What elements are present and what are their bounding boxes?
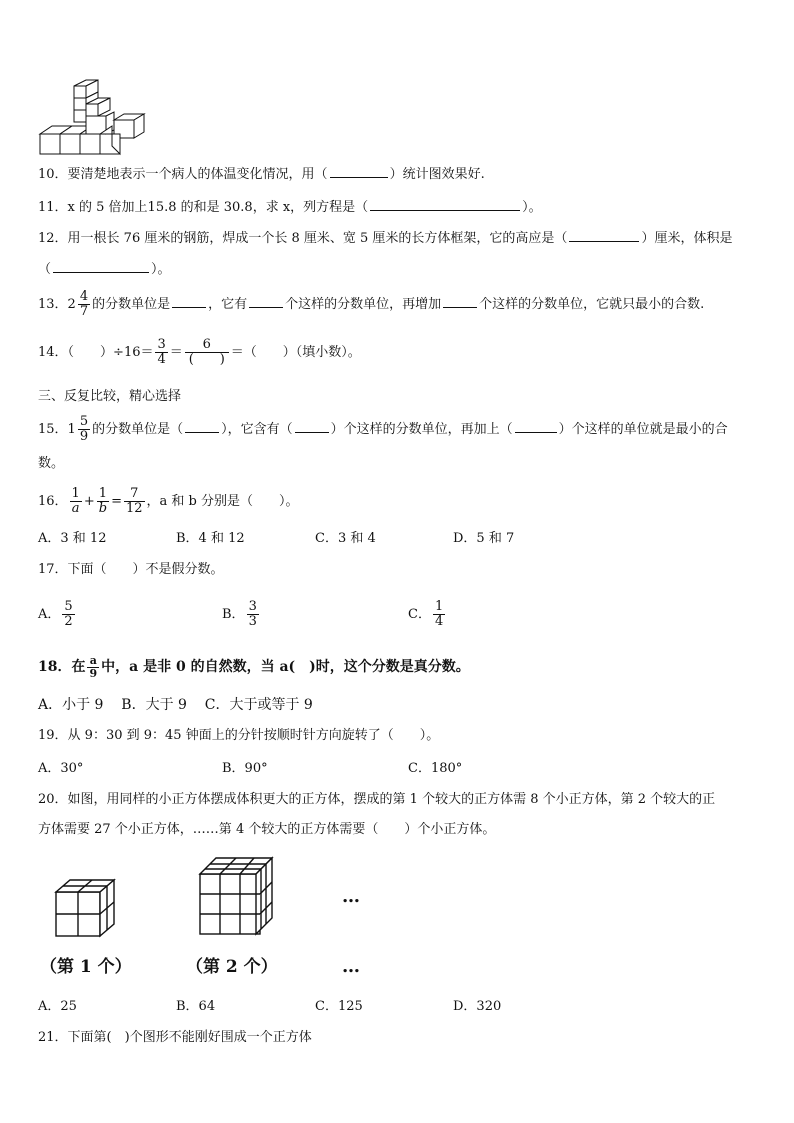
q12-text-a: 用一根长 76 厘米的钢筋，焊成一个长 8 厘米、宽 5 厘米的长方体框架，它的高应是（ — [67, 231, 568, 246]
question-21 — [38, 1029, 312, 1047]
cube-3x3-figure — [196, 856, 306, 956]
q15-blank-3[interactable] — [515, 420, 557, 433]
q15-blank-1[interactable] — [185, 420, 219, 433]
q11-text-b: ）。 — [522, 200, 542, 215]
q10-blank[interactable] — [330, 165, 388, 178]
q20-option-a[interactable]: A．25 — [38, 999, 77, 1014]
q18-fraction: $\frac{a}{9}$ — [89, 653, 98, 680]
q13-text-a: 的分数单位是 — [92, 297, 171, 312]
q15-text-c: ）个这样的分数单位，再加上（ — [330, 422, 513, 437]
q13-number: 13． — [38, 297, 68, 312]
q16-equals: = — [111, 494, 122, 509]
q19-option-b[interactable]: B．90° — [222, 761, 268, 776]
question-18 — [38, 650, 470, 684]
question-10 — [38, 165, 485, 184]
q17-option-c[interactable]: C． $\frac{1}{4}$ — [408, 599, 444, 629]
q20-dots-top: … — [342, 886, 360, 907]
q14-number: 14． — [38, 345, 68, 360]
q18-number: 18． — [38, 659, 72, 675]
q13-blank-2[interactable] — [249, 295, 283, 308]
q14-fraction-2: $\frac{6}{( )}$ — [185, 338, 229, 367]
q20-caption-1: （第 1 个） — [40, 957, 132, 977]
q15-number: 15． — [38, 422, 68, 437]
q13-whole: 2 — [67, 297, 76, 312]
q15-text-b: ），它含有（ — [221, 422, 293, 437]
q13-blank-3[interactable] — [443, 295, 477, 308]
q16-option-c[interactable]: C．3 和 4 — [315, 531, 376, 546]
q12-text-c: （ — [38, 262, 52, 277]
q18-text: 中，a 是非 0 的自然数，当 a( )时，这个分数是真分数。 — [101, 659, 470, 675]
question-17 — [38, 561, 224, 579]
q13-text-d: 个这样的分数单位，它就只最小的合数. — [479, 297, 705, 312]
q19-number: 19． — [38, 728, 68, 743]
question-20-line1 — [38, 791, 715, 809]
q14-text-a: （ ）÷16＝ — [67, 345, 154, 360]
q20-option-b[interactable]: B．64 — [176, 999, 216, 1014]
q14-text-b: ＝（ ）（填小数）。 — [230, 345, 361, 360]
q10-text-b: ）统计图效果好. — [389, 167, 485, 182]
question-15-line1 — [38, 414, 728, 446]
q14-equals: ＝ — [169, 345, 183, 360]
q20-number: 20． — [38, 792, 68, 807]
question-14 — [38, 336, 361, 370]
q10-number: 10． — [38, 167, 68, 182]
q15-text-d: ）个这样的单位就是最小的合 — [558, 422, 728, 437]
q17-number: 17． — [38, 562, 68, 577]
q16-option-a[interactable]: A．3 和 12 — [38, 531, 107, 546]
q18-option-a[interactable]: A．小于 9 — [38, 697, 104, 713]
q21-text: 下面第( )个图形不能刚好围成一个正方体 — [67, 1030, 312, 1045]
q16-plus: + — [83, 494, 95, 509]
q19-text: 从 9：30 到 9：45 钟面上的分针按顺时针方向旋转了（ ）。 — [67, 728, 440, 743]
section-3-heading: 三、反复比较，精心选择 — [38, 389, 182, 404]
q20-text-a: 如图，用同样的小正方体摆成体积更大的正方体，摆成的第 1 个较大的正方体需 8 个小正方体，第 2 个较大的正 — [67, 792, 716, 807]
cube-stack-figure — [40, 80, 150, 160]
q17-text: 下面（ ）不是假分数。 — [67, 562, 224, 577]
q17-option-a[interactable]: A． $\frac{5}{2}$ — [38, 599, 73, 629]
q12-blank-height[interactable] — [569, 229, 639, 242]
q21-number: 21． — [38, 1030, 68, 1045]
q20-option-c[interactable]: C．125 — [315, 999, 363, 1014]
q16-fraction-result: $\frac{7}{12}$ — [125, 486, 143, 516]
q12-text-b: ）厘米，体积是 — [641, 231, 733, 246]
question-19 — [38, 727, 439, 745]
q13-blank-1[interactable] — [172, 295, 206, 308]
q12-blank-volume[interactable] — [53, 260, 149, 273]
q17-option-b[interactable]: B． $\frac{3}{3}$ — [222, 599, 257, 629]
q16-option-d[interactable]: D．5 和 7 — [453, 531, 515, 546]
q10-text-a: 要清楚地表示一个病人的体温变化情况，用（ — [67, 167, 328, 182]
q16-number: 16． — [38, 494, 68, 509]
q16-option-b[interactable]: B．4 和 12 — [176, 531, 245, 546]
q15-blank-2[interactable] — [295, 420, 329, 433]
q15-whole: 1 — [67, 422, 76, 437]
q18-option-c[interactable]: C．大于或等于 9 — [204, 697, 313, 713]
q14-fraction-1: $\frac{3}{4}$ — [157, 337, 166, 367]
q20-option-d[interactable]: D．320 — [453, 999, 502, 1014]
q20-dots-bottom: … — [342, 956, 360, 977]
q15-fraction: $\frac{5}{9}$ — [79, 414, 89, 444]
q11-text-a: x 的 5 倍加上15.8 的和是 30.8，求 x，列方程是（ — [67, 200, 369, 215]
q13-text-b: ，它有 — [208, 297, 248, 312]
cube-2x2-figure — [52, 878, 142, 958]
question-15-line2: 数。 — [38, 456, 65, 471]
q16-fraction-a: $\frac{1}{a}$ — [71, 486, 80, 516]
q11-number: 11． — [38, 200, 68, 215]
question-11 — [38, 198, 542, 217]
q13-fraction: $\frac{4}{7}$ — [79, 289, 89, 319]
q16-text: ，a 和 b 分别是（ ）。 — [146, 494, 299, 509]
q13-text-c: 个这样的分数单位，再增加 — [285, 297, 442, 312]
question-16 — [38, 484, 299, 520]
q19-option-a[interactable]: A．30° — [38, 761, 84, 776]
q18-pre: 在 — [71, 659, 86, 675]
q18-options — [38, 696, 313, 714]
question-13 — [38, 290, 704, 320]
q20-caption-2: （第 2 个） — [186, 957, 278, 977]
q12-text-d: ）。 — [151, 262, 171, 277]
q19-option-c[interactable]: C．180° — [408, 761, 463, 776]
question-12-line2 — [38, 260, 171, 279]
q18-option-b[interactable]: B．大于 9 — [121, 697, 187, 713]
question-12-line1 — [38, 229, 732, 248]
q15-text-a: 的分数单位是（ — [92, 422, 184, 437]
question-20-line2: 方体需要 27 个小正方体，……第 4 个较大的正方体需要（ ）个小正方体。 — [38, 822, 496, 837]
q12-number: 12． — [38, 231, 68, 246]
q16-fraction-b: $\frac{1}{b}$ — [98, 486, 108, 516]
q11-blank[interactable] — [370, 198, 520, 211]
